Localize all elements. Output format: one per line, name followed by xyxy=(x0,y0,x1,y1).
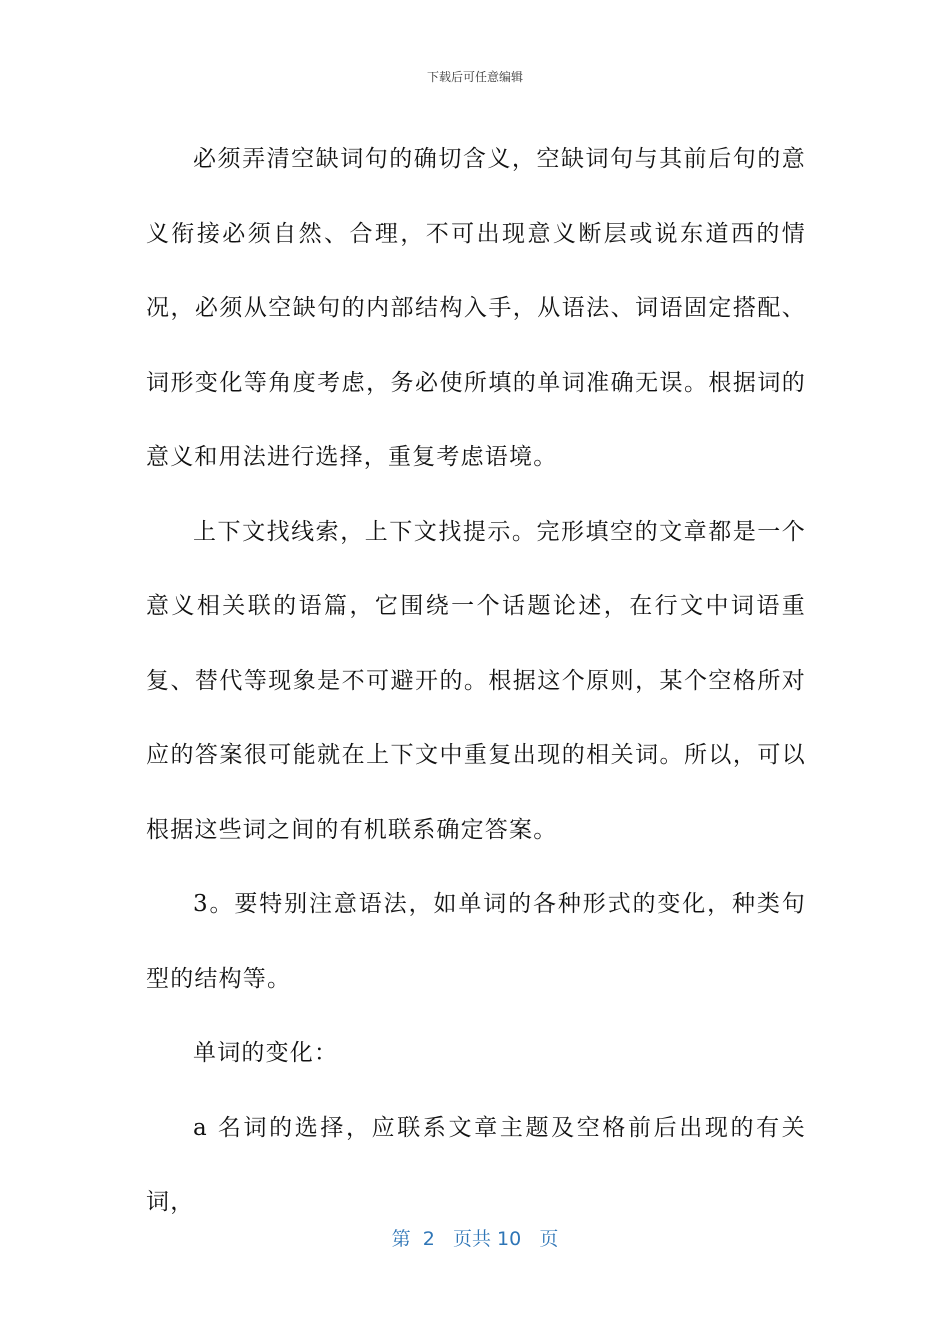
current-page-number: 2 xyxy=(422,1228,435,1250)
page-footer xyxy=(0,1224,950,1251)
page-prefix: 第 xyxy=(391,1228,411,1250)
total-pages-number: 10 xyxy=(497,1228,522,1250)
page-middle: 页共 xyxy=(452,1228,491,1250)
document-body xyxy=(146,122,806,1240)
paragraph-3: 3。要特别注意语法，如单词的各种形式的变化，种类句型的结构等。 xyxy=(146,891,806,992)
page-suffix: 页 xyxy=(539,1228,559,1250)
paragraph-5: a 名词的选择，应联系文章主题及空格前后出现的有关词， xyxy=(146,1114,806,1215)
paragraph-4: 单词的变化： xyxy=(193,1040,339,1066)
paragraph-1: 必须弄清空缺词句的确切含义，空缺词句与其前后句的意义衔接必须自然、合理，不可出现意义断层或说东道西的情况，必须从空缺句的内部结构入手，从语法、词语固定搭配、词形变化等角度考虑，务必使所填的单词准确无误。根据词的意义和用法进行选择，重复考虑语境。 xyxy=(146,146,806,470)
paragraph-2: 上下文找线索，上下文找提示。完形填空的文章都是一个意义相关联的语篇，它围绕一个话题论述，在行文中词语重复、替代等现象是不可避开的。根据这个原则，某个空格所对应的答案很可能就在上下文中重复出现的相关词。所以，可以根据这些词之间的有机联系确定答案。 xyxy=(146,518,806,843)
header-note: 下载后可任意编辑 xyxy=(426,70,523,84)
